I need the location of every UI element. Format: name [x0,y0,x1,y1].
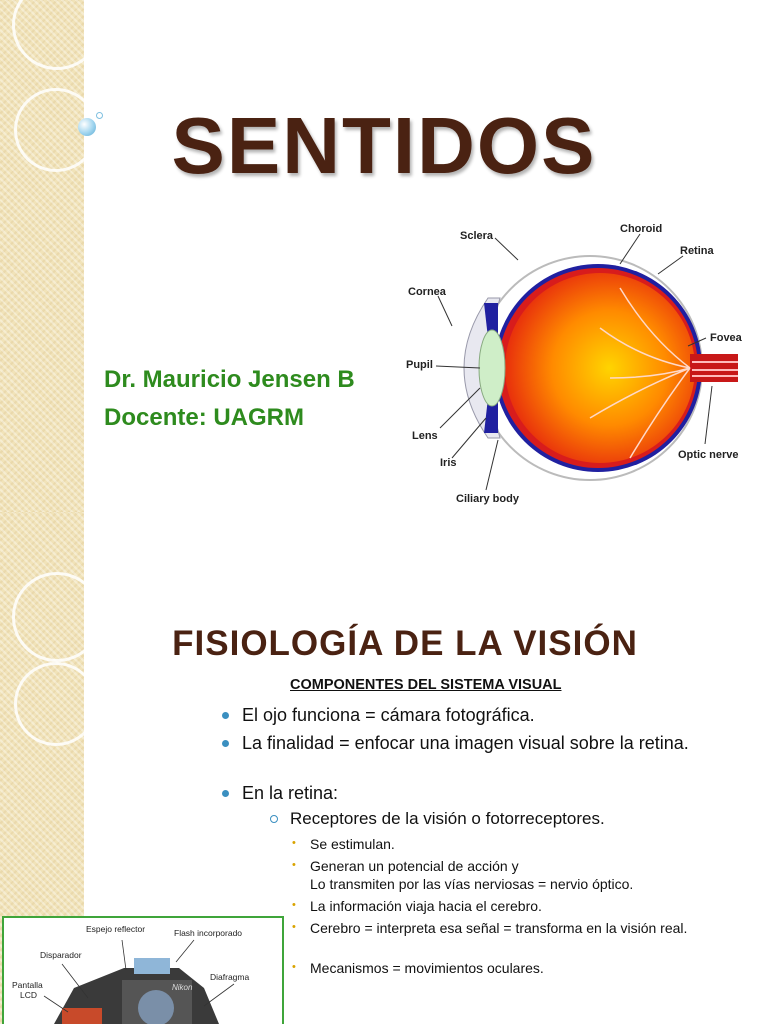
sub-sub-bullet-text: Cerebro = interpreta esa señal = transforma en la visión real. [310,920,688,936]
camera-brand: Nikon [172,983,193,992]
bullet-icon [222,740,229,747]
mirror-label: Espejo reflector [86,924,146,934]
aperture-label: Diafragma [210,972,250,982]
fovea-label: Fovea [710,332,742,344]
flash-label: Flash incorporado [174,928,243,938]
section-subheading: COMPONENTES DEL SISTEMA VISUAL [290,677,562,693]
author-name: Dr. Mauricio Jensen B [104,366,355,393]
sub-sub-bullet-text: Lo transmiten por las vías nerviosas = nervio óptico. [310,876,634,892]
lcd-label: LCD [20,990,38,1000]
pupil-label: Pupil [406,359,433,371]
decorative-strip [0,0,84,512]
eye-anatomy-diagram [400,218,760,512]
retina-label: Retina [680,245,714,257]
bullet-text: En la retina: [242,783,339,803]
screen-label: Pantalla [12,980,43,990]
optic-nerve-shape [690,354,738,382]
bullet-icon [222,790,229,797]
bullet-text: El ojo funciona = cámara fotográfica. [242,705,535,725]
cornea-label: Cornea [408,286,446,298]
lens-shape [479,330,505,406]
shutter-label: Disparador [40,950,82,960]
lens-label: Lens [412,430,438,442]
sub-sub-bullet-text: Generan un potencial de acción y [310,858,519,874]
sub-sub-bullet-item [310,876,740,892]
sub-sub-bullet-item [292,898,740,914]
sub-bullet-item [290,809,605,829]
ciliary-body-label: Ciliary body [456,493,519,505]
star-bullet-icon: • [292,837,296,849]
bullet-item [242,782,742,804]
camera-diagram [2,916,284,1024]
sub-sub-bullet-item [292,836,740,852]
choroid-label: Choroid [620,223,663,235]
slide-title: FISIOLOGÍA DE LA VISIÓN [172,624,638,663]
sub-bullet-text: Receptores de la visión o fotorreceptores. [290,809,605,828]
star-bullet-icon: • [292,859,296,871]
author-affiliation: Docente: UAGRM [104,404,305,431]
sub-sub-bullet-item [292,858,740,874]
slide-fisiologia [0,512,768,1024]
sub-sub-bullet-text: La información viaja hacia el cerebro. [310,898,542,914]
screen-shape [62,1008,102,1024]
sub-sub-bullet-text: Se estimulan. [310,836,395,852]
bullet-text: La finalidad = enfocar una imagen visual sobre la retina. [242,733,689,753]
decorative-ring [12,0,102,70]
vitreous-shape [505,273,695,463]
iris-label: Iris [440,457,457,469]
sub-sub-bullet-item [292,960,740,976]
sclera-label: Sclera [460,230,494,242]
sub-sub-bullet-text: Mecanismos = movimientos oculares. [310,960,544,976]
decorative-ring [14,662,98,746]
star-bullet-icon: • [292,899,296,911]
bullet-item [242,732,742,754]
slide-title: SENTIDOS [171,101,597,190]
ring-bullet-icon [270,815,278,823]
bullet-icon [222,712,229,719]
sub-sub-bullet-item [292,920,740,936]
optic-nerve-label: Optic nerve [678,449,739,461]
bullet-item [242,704,742,726]
flash-shape [134,958,170,974]
star-bullet-icon: • [292,961,296,973]
star-bullet-icon: • [292,921,296,933]
